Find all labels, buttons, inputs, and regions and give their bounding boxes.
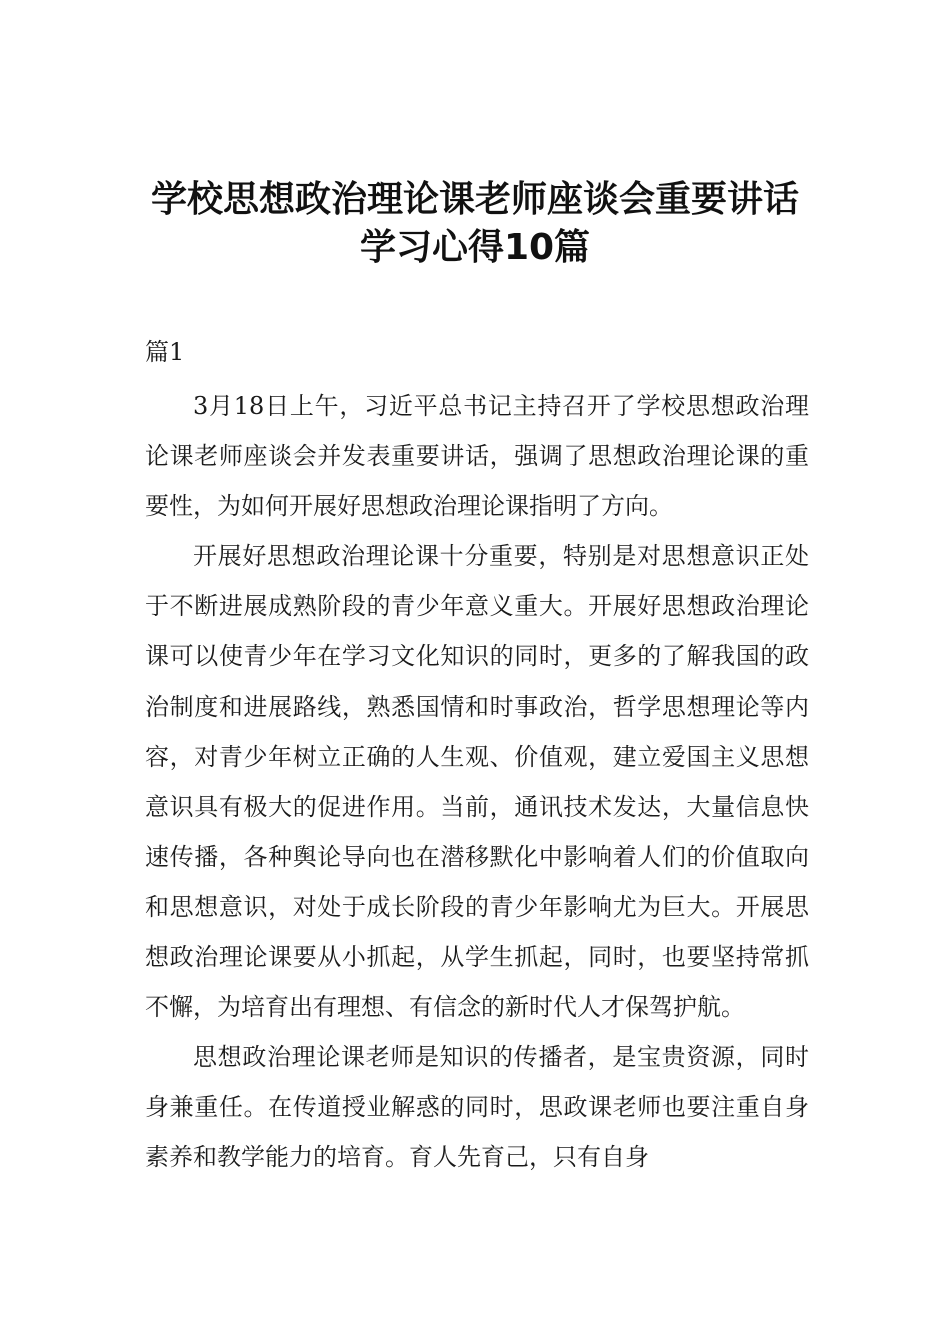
paragraph: 思想政治理论课老师是知识的传播者，是宝贵资源，同时身兼重任。在传道授业解惑的同时，思政课老师也要注重自身素养和教学能力的培育。育人先育己，只有自身 — [145, 1043, 809, 1172]
paragraph: 3月18日上午，习近平总书记主持召开了学校思想政治理论课老师座谈会并发表重要讲话，强调了思想政治理论课的重要性，为如何开展好思想政治理论课指明了方向。 — [145, 392, 809, 521]
section-label: 篇1 — [145, 338, 185, 366]
title-line-2: 学习心得10篇 — [359, 227, 591, 268]
body-text — [145, 381, 809, 1183]
paragraph: 开展好思想政治理论课十分重要，特别是对思想意识正处于不断进展成熟阶段的青少年意义重大。开展好思想政治理论课可以使青少年在学习文化知识的同时，更多的了解我国的政治制度和进展路线，熟悉国情和时事政治，哲学思想理论等内容，对青少年树立正确的人生观、价值观，建立爱国主义思想意识具有极大的促进作用。当前，通讯技术发达，大量信息快速传播，各种舆论导向也在潜移默化中影响着人们的价值取向和思想意识，对处于成长阶段的青少年影响尤为巨大。开展思想政治理论课要从小抓起，从学生抓起，同时，也要坚持常抓不懈，为培育出有理想、有信念的新时代人才保驾护航。 — [145, 542, 809, 1022]
document-title — [100, 176, 850, 272]
title-line-1: 学校思想政治理论课老师座谈会重要讲话 — [150, 179, 799, 220]
